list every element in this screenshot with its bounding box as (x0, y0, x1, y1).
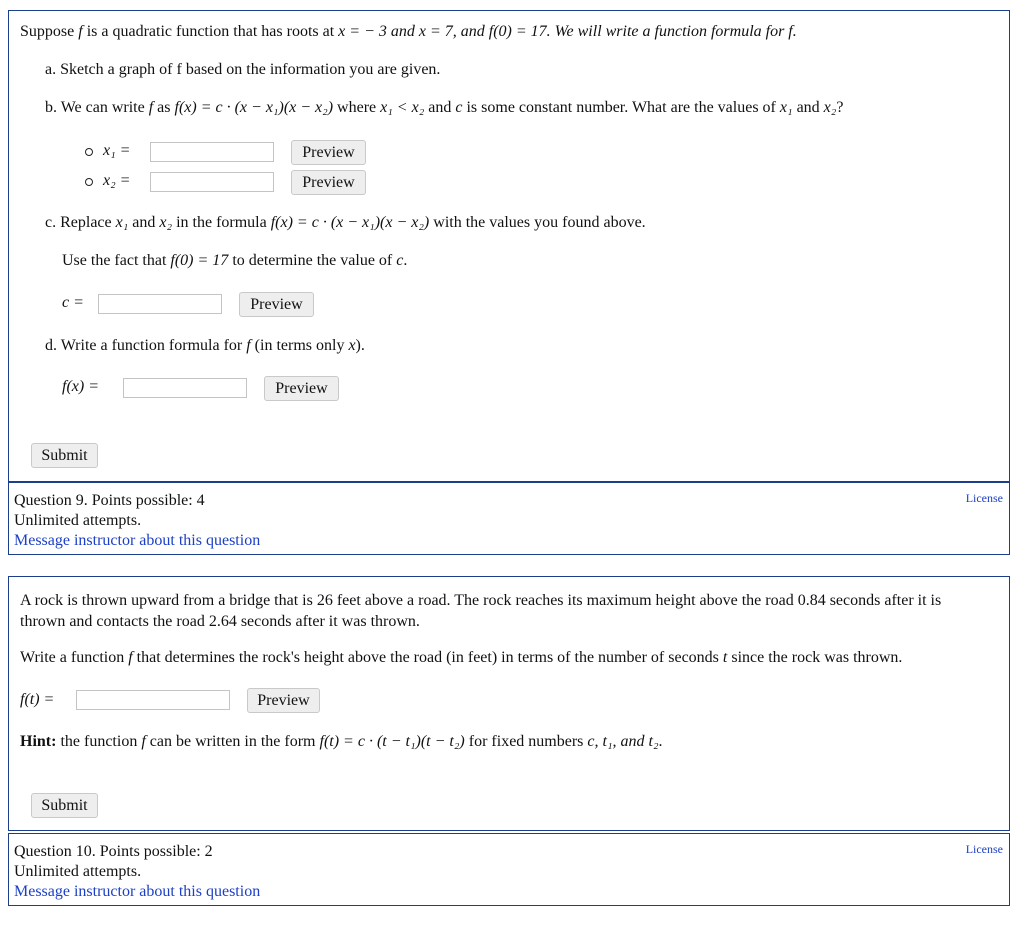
license-link[interactable]: License (965, 842, 1003, 856)
ft-label: f(t) = (20, 691, 55, 708)
part-a: a. Sketch a graph of f based on the information you are given. (45, 61, 441, 78)
rock-problem-text (20, 590, 941, 632)
write-text-2: that determines the rock's height above the road (in feet) in terms of the number of seconds (132, 649, 723, 666)
var-x2: x₂ (823, 99, 837, 116)
question-10-footer (8, 833, 1010, 906)
write-text-1: Write a function (20, 649, 129, 666)
var-c: c (396, 252, 404, 269)
bullet-icon (85, 178, 93, 186)
var-t: t (722, 649, 728, 666)
part-d-text: d. Write a function formula for (45, 337, 247, 354)
rock-text-line-2: thrown and contacts the road 2.64 seconds after it was thrown. (20, 613, 420, 630)
hint-text-2: can be written in the form (145, 733, 320, 750)
question-9-footer (8, 482, 1010, 555)
part-b (45, 99, 843, 117)
part-b-text-4: and (424, 99, 456, 116)
rock-text-line-1: A rock is thrown upward from a bridge that is 26 feet above a road. The rock reaches its maximum height above the road 0.84 seconds after it is (20, 592, 942, 609)
ft-preview-button[interactable]: Preview (247, 688, 320, 713)
var-x: x (348, 337, 356, 354)
write-text-3: since the rock was thrown. (727, 649, 903, 666)
factored-formula: f(x) = c · (x − x₁)(x − x₂) (270, 214, 430, 231)
var-x1: x₁ (115, 214, 129, 231)
submit-button[interactable]: Submit (31, 443, 98, 468)
part-b-text-2: as (153, 99, 175, 116)
roots-expression: x = − 3 and x = 7, and f(0) = 17. We will write a function formula for f. (338, 23, 797, 40)
x1-input[interactable] (150, 142, 274, 162)
fx-preview-button[interactable]: Preview (264, 376, 339, 401)
fx-input[interactable] (123, 378, 247, 398)
question-10-box (8, 576, 1010, 831)
part-b-text-3: where (333, 99, 381, 116)
root-condition: x₁ < x₂ (380, 99, 425, 116)
fx-label: f(x) = (62, 378, 99, 395)
points-possible: Question 10. Points possible: 2 (14, 843, 213, 860)
problem-intro (20, 23, 797, 41)
part-c (45, 214, 646, 232)
part-b-text-6: and (792, 99, 824, 116)
attempts-text: Unlimited attempts. (14, 863, 142, 880)
part-c-text: c. Replace (45, 214, 116, 231)
var-f: f (246, 337, 251, 354)
part-c-text-2: and (128, 214, 160, 231)
question-info (14, 491, 260, 551)
points-possible: Question 9. Points possible: 4 (14, 492, 205, 509)
question-info (14, 842, 260, 902)
part-b-text: b. We can write (45, 99, 149, 116)
use-fact-text-2: to determine the value of (228, 252, 397, 269)
x2-preview-button[interactable]: Preview (291, 170, 366, 195)
use-fact-text-3: . (403, 252, 408, 269)
write-function-text (20, 649, 902, 667)
c-preview-button[interactable]: Preview (239, 292, 314, 317)
var-x1: x₁ (779, 99, 793, 116)
var-f: f (148, 99, 154, 116)
license-link[interactable]: License (965, 491, 1003, 505)
message-instructor-link[interactable]: Message instructor about this question (14, 883, 261, 900)
ft-input[interactable] (76, 690, 230, 710)
hint-text-1: the function (56, 733, 142, 750)
part-b-text-5: is some constant number. What are the values of (462, 99, 780, 116)
x1-preview-button[interactable]: Preview (291, 140, 366, 165)
var-f: f (78, 23, 83, 40)
hint-label: Hint: (20, 733, 57, 750)
question-9-box (8, 10, 1010, 482)
f0-expression: f(0) = 17 (170, 252, 229, 269)
part-d (45, 337, 365, 355)
var-c: c (455, 99, 463, 116)
hint-text (20, 733, 663, 751)
x1-label: x₁ = (103, 142, 131, 159)
submit-button[interactable]: Submit (31, 793, 98, 818)
c-input[interactable] (98, 294, 222, 314)
hint-formula: f(t) = c · (t − t₁)(t − t₂) (319, 733, 465, 750)
var-x2: x₂ (159, 214, 173, 231)
intro-text-2: is a quadratic function that has roots at (82, 23, 339, 40)
use-fact-text-1: Use the fact that (62, 252, 171, 269)
part-d-text-2: (in terms only (250, 337, 349, 354)
var-f: f (128, 649, 133, 666)
part-c-text-4: with the values you found above. (429, 214, 646, 231)
message-instructor-link[interactable]: Message instructor about this question (14, 532, 261, 549)
bullet-icon (85, 148, 93, 156)
use-fact-text (62, 252, 407, 270)
part-c-text-3: in the formula (172, 214, 271, 231)
hint-variables: c, t₁, and t₂ (587, 733, 659, 750)
part-d-text-3: ). (355, 337, 365, 354)
x2-input[interactable] (150, 172, 274, 192)
intro-text: Suppose (20, 23, 79, 40)
hint-text-4: . (658, 733, 663, 750)
attempts-text: Unlimited attempts. (14, 512, 142, 529)
var-f: f (141, 733, 146, 750)
part-b-text-7: ? (836, 99, 844, 116)
x2-label: x₂ = (103, 172, 131, 189)
c-label: c = (62, 294, 84, 311)
hint-text-3: for fixed numbers (464, 733, 588, 750)
factored-formula: f(x) = c · (x − x₁)(x − x₂) (174, 99, 334, 116)
